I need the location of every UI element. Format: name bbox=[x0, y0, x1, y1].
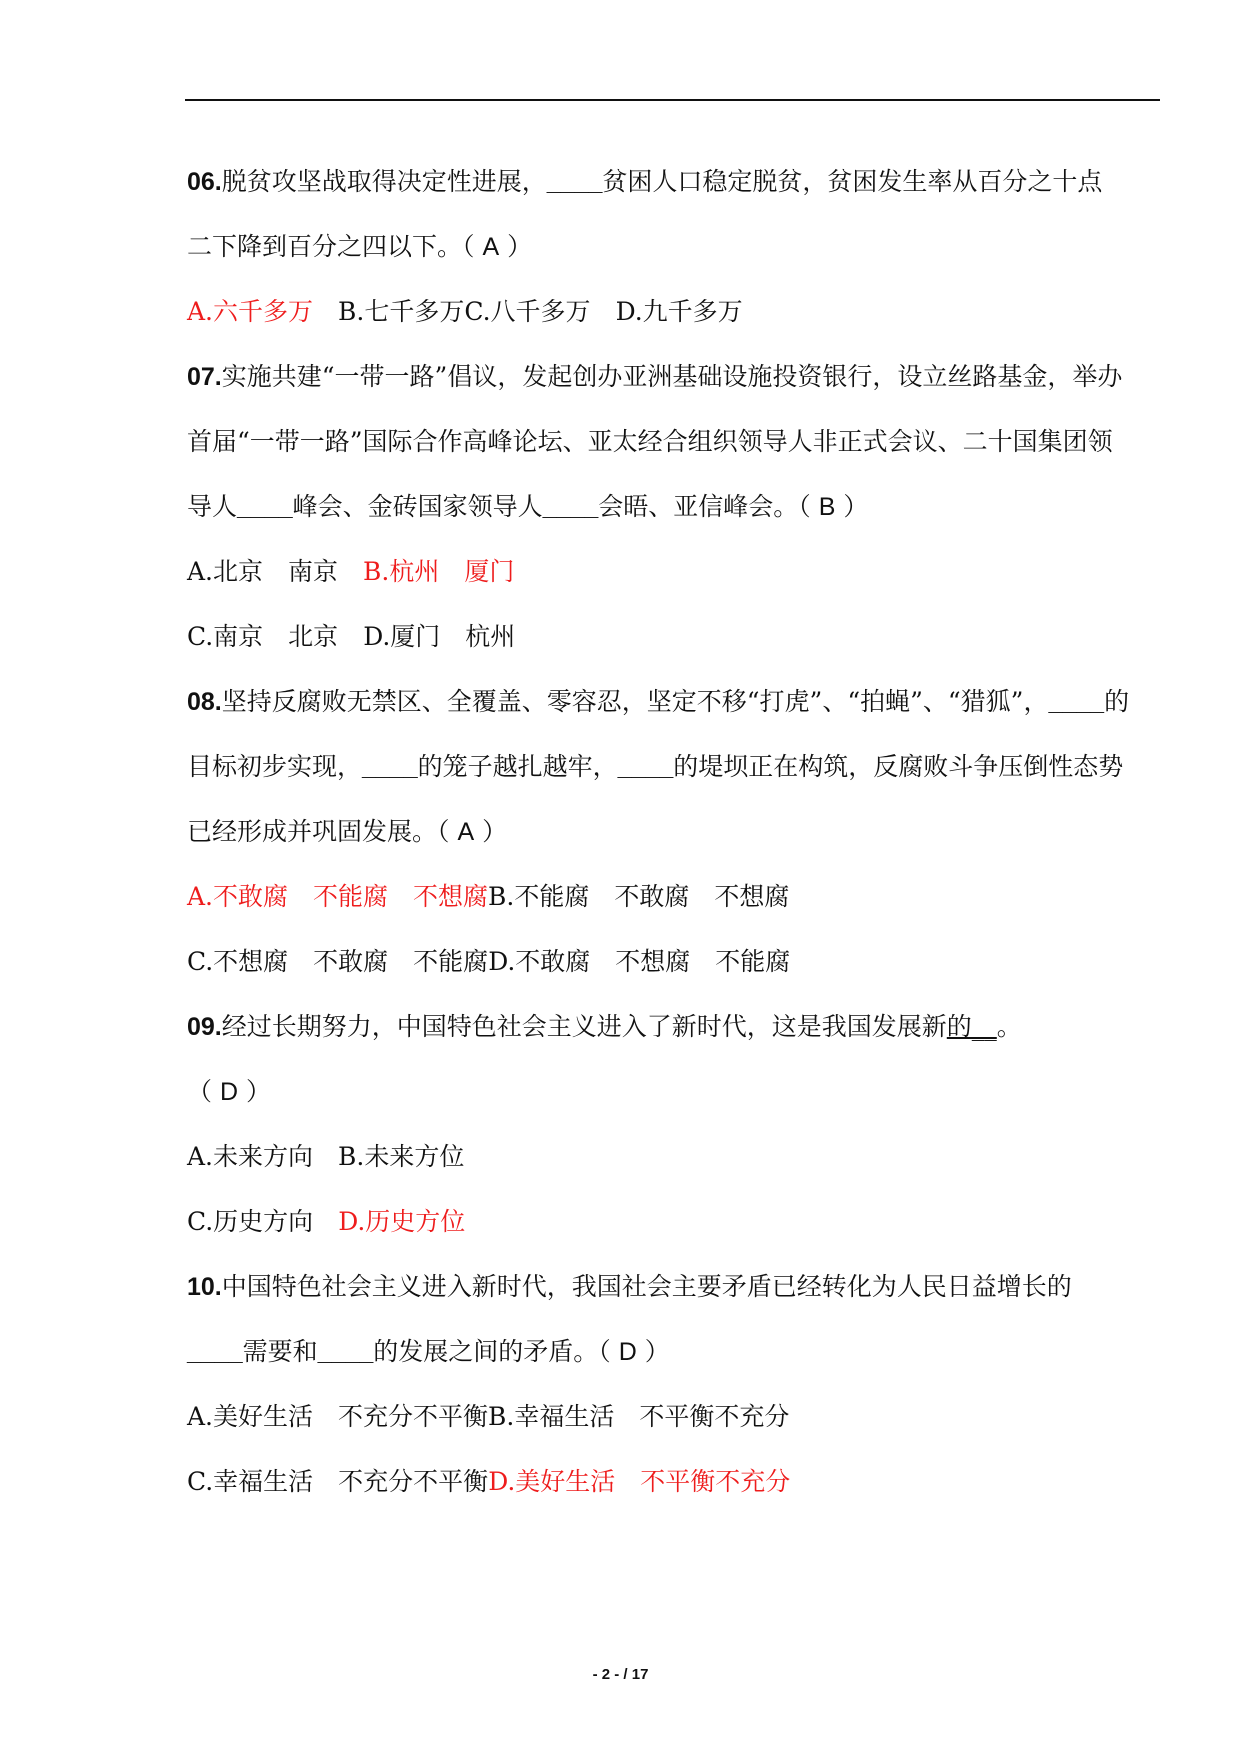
question-number: 06. bbox=[187, 168, 222, 196]
question-number: 09. bbox=[187, 1013, 222, 1041]
question-text: 首届“一带一路”国际合作高峰论坛、亚太经合组织领导人非正式会议、二十国集团领 bbox=[187, 427, 1113, 456]
question-text: ） bbox=[238, 1077, 271, 1106]
option-a-correct: A.六千多万 bbox=[187, 297, 314, 326]
question-number: 07. bbox=[187, 363, 222, 391]
option-c: C.历史方向 bbox=[187, 1207, 314, 1236]
question-09-line-1 bbox=[187, 1010, 1187, 1044]
option-b: B.不能腐 不敢腐 不想腐 bbox=[488, 882, 790, 911]
question-08-options-1 bbox=[187, 880, 1187, 914]
question-text: 的堤坝正在构筑，反腐败斗争压倒性态势 bbox=[673, 752, 1124, 781]
question-text: 导人 bbox=[187, 492, 238, 521]
question-10-line-1 bbox=[187, 1270, 1187, 1304]
question-text: 会晤、亚信峰会。（ bbox=[598, 492, 819, 521]
question-07-options-2 bbox=[187, 620, 1187, 654]
question-07-line-1 bbox=[187, 360, 1187, 394]
question-text: 坚持反腐败无禁区、全覆盖、零容忍，坚定不移“打虎”、“拍蝇”、“猎狐”， bbox=[221, 687, 1049, 716]
question-text: 贫困人口稳定脱贫，贫困发生率从百分之十点 bbox=[602, 167, 1103, 196]
option-c: C.南京 北京 bbox=[187, 622, 339, 651]
question-text: ） bbox=[636, 1337, 670, 1366]
question-09-options-2 bbox=[187, 1205, 1187, 1239]
question-text: 的 bbox=[1104, 687, 1130, 716]
question-text: ） bbox=[499, 232, 533, 261]
question-10-options-1 bbox=[187, 1400, 1187, 1434]
question-text: 二下降到百分之四以下。（ bbox=[187, 232, 483, 261]
question-text: 的笼子越扎越牢， bbox=[417, 752, 618, 781]
question-text: 经过长期努力，中国特色社会主义进入了新时代，这是我国发展新 bbox=[221, 1012, 947, 1041]
header-rule bbox=[185, 99, 1160, 101]
question-number: 10. bbox=[187, 1273, 222, 1301]
question-06-line-2 bbox=[187, 230, 1187, 264]
option-d: D.不敢腐 不想腐 不能腐 bbox=[488, 947, 791, 976]
option-a: A.美好生活 不充分不平衡 bbox=[187, 1402, 489, 1431]
option-a-correct: A.不敢腐 不能腐 不想腐 bbox=[187, 882, 489, 911]
answer-letter: D bbox=[219, 1078, 239, 1106]
question-text: 峰会、金砖国家领导人 bbox=[292, 492, 543, 521]
question-07-line-3 bbox=[187, 490, 1187, 524]
answer-blank: ____ bbox=[317, 1338, 374, 1366]
question-text: 中国特色社会主义进入新时代，我国社会主要矛盾已经转化为人民日益增长的 bbox=[221, 1272, 1072, 1301]
question-06-line-1 bbox=[187, 165, 1187, 199]
question-text: 需要和 bbox=[242, 1337, 318, 1366]
question-09-line-2 bbox=[187, 1075, 1187, 1109]
option-d: D.厦门 杭州 bbox=[363, 622, 516, 651]
answer-blank: ____ bbox=[362, 753, 418, 781]
answer-blank: ____ bbox=[546, 168, 603, 196]
question-09-options-1 bbox=[187, 1140, 1187, 1174]
question-text: ） bbox=[835, 492, 869, 521]
question-text: 目标初步实现， bbox=[187, 752, 363, 781]
option-b: B.幸福生活 不平衡不充分 bbox=[488, 1402, 790, 1431]
option-c: C.幸福生活 不充分不平衡 bbox=[187, 1467, 489, 1496]
question-text: ） bbox=[474, 817, 508, 846]
option-d-correct: D.历史方位 bbox=[338, 1207, 466, 1236]
question-06-options bbox=[187, 295, 1187, 329]
answer-blank: ____ bbox=[187, 1338, 243, 1366]
answer-blank: 的__ bbox=[946, 1012, 997, 1041]
question-07-line-2 bbox=[187, 425, 1187, 459]
answer-letter: A bbox=[457, 818, 475, 846]
question-08-options-2 bbox=[187, 945, 1187, 979]
option-a: A.北京 南京 bbox=[187, 557, 339, 586]
question-10-options-2 bbox=[187, 1465, 1187, 1499]
answer-letter: D bbox=[618, 1338, 637, 1366]
question-text: 脱贫攻坚战取得决定性进展， bbox=[221, 167, 547, 196]
option-b-correct: B.杭州 厦门 bbox=[363, 557, 515, 586]
question-text: 已经形成并巩固发展。（ bbox=[187, 817, 458, 846]
option-a: A.未来方向 bbox=[187, 1142, 314, 1171]
question-text: 实施共建“一带一路”倡议，发起创办亚洲基础设施投资银行，设立丝路基金，举办 bbox=[221, 362, 1123, 391]
question-text: 。 bbox=[996, 1012, 1022, 1041]
question-text: （ bbox=[187, 1077, 220, 1106]
question-08-line-3 bbox=[187, 815, 1187, 849]
answer-blank: ____ bbox=[617, 753, 674, 781]
answer-blank: ____ bbox=[237, 493, 293, 521]
question-08-line-1 bbox=[187, 685, 1187, 719]
question-text: 的发展之间的矛盾。（ bbox=[373, 1337, 619, 1366]
option-c: C.不想腐 不敢腐 不能腐 bbox=[187, 947, 489, 976]
question-10-line-2 bbox=[187, 1335, 1187, 1369]
option-d-correct: D.美好生活 不平衡不充分 bbox=[488, 1467, 791, 1496]
page-number: - 2 - / 17 bbox=[592, 1666, 649, 1683]
option-d: D.九千多万 bbox=[615, 297, 743, 326]
answer-letter: B bbox=[818, 493, 836, 521]
answer-blank: ____ bbox=[1048, 688, 1105, 716]
question-07-options-1 bbox=[187, 555, 1187, 589]
question-number: 08. bbox=[187, 688, 222, 716]
option-b: B.七千多万 bbox=[338, 297, 465, 326]
question-08-line-2 bbox=[187, 750, 1187, 784]
answer-letter: A bbox=[482, 233, 500, 261]
answer-blank: ____ bbox=[542, 493, 599, 521]
option-c: C.八千多万 bbox=[464, 297, 591, 326]
option-b: B.未来方位 bbox=[338, 1142, 465, 1171]
